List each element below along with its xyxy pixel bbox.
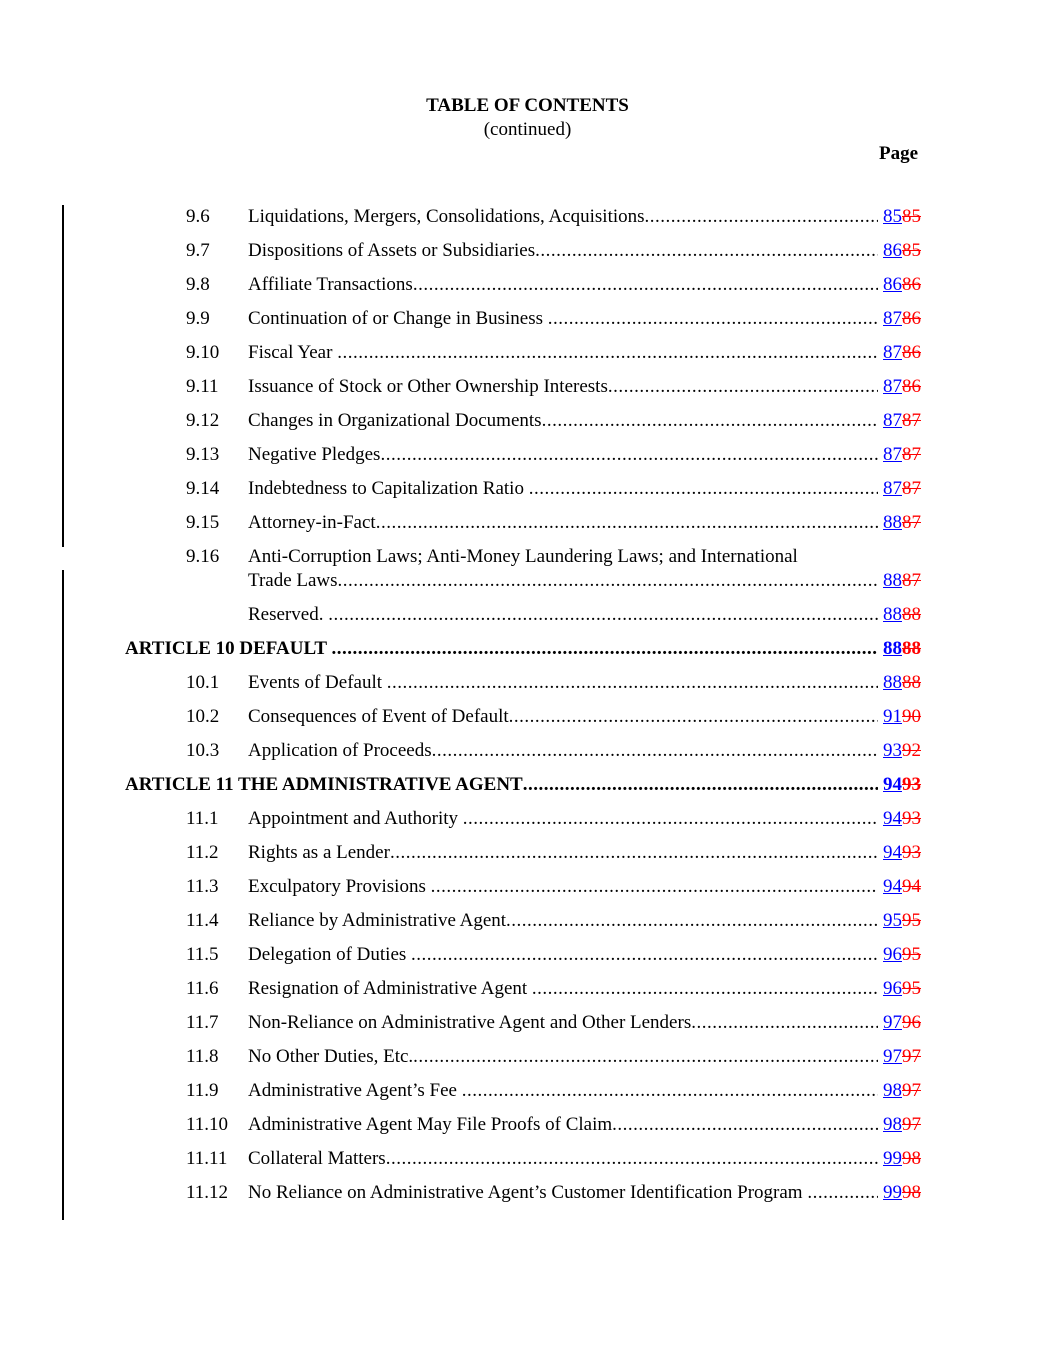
section-title: No Reliance on Administrative Agent’s Customer Identification Program ..... <box>248 1181 878 1205</box>
page-reference <box>883 841 921 865</box>
section-number: 9.12 <box>186 410 220 431</box>
deleted-page-number: 93 <box>902 842 921 863</box>
section-number: 9.9 <box>186 308 210 329</box>
deleted-page-number: 92 <box>902 740 921 761</box>
section-title: Application of Proceeds ..... <box>248 739 878 763</box>
deleted-page-number: 87 <box>902 444 921 465</box>
deleted-page-number: 87 <box>902 478 921 499</box>
toc-entry-row <box>0 273 1055 297</box>
section-title: Non-Reliance on Administrative Agent and Other Lenders ..... <box>248 1011 878 1035</box>
toc-entry-row <box>0 205 1055 229</box>
page-reference <box>883 273 921 297</box>
new-page-number-link[interactable]: 88 <box>883 570 902 591</box>
new-page-number-link[interactable]: 87 <box>883 308 902 329</box>
new-page-number-link[interactable]: 88 <box>883 672 902 693</box>
new-page-number-link[interactable]: 99 <box>883 1182 902 1203</box>
page-reference <box>883 409 921 433</box>
new-page-number-link[interactable]: 96 <box>883 944 902 965</box>
section-title: Consequences of Event of Default ..... <box>248 705 878 729</box>
section-title-continued: Trade Laws ..... <box>248 569 878 593</box>
section-number: 10.2 <box>186 706 220 727</box>
page-reference <box>883 637 921 661</box>
page-reference <box>883 1113 921 1137</box>
page-reference <box>883 511 921 535</box>
new-page-number-link[interactable]: 87 <box>883 376 902 397</box>
new-page-number-link[interactable]: 94 <box>883 774 902 795</box>
page-column-label: Page <box>879 143 919 164</box>
deleted-page-number: 87 <box>902 512 921 533</box>
page-reference <box>883 977 921 1001</box>
new-page-number-link[interactable]: 87 <box>883 478 902 499</box>
deleted-page-number: 97 <box>902 1080 921 1101</box>
page-reference <box>883 705 921 729</box>
section-number: 9.10 <box>186 342 220 363</box>
section-title: Delegation of Duties ..... <box>248 943 878 967</box>
section-title: Dispositions of Assets or Subsidiaries ..... <box>248 239 878 263</box>
deleted-page-number: 93 <box>902 808 921 829</box>
new-page-number-link[interactable]: 97 <box>883 1012 902 1033</box>
page-reference <box>883 909 921 933</box>
deleted-page-number: 93 <box>902 774 921 795</box>
page-reference <box>883 1147 921 1171</box>
section-number: 9.8 <box>186 274 210 295</box>
section-number: 9.14 <box>186 478 220 499</box>
toc-entry-row <box>0 603 1055 627</box>
page-reference <box>883 1011 921 1035</box>
section-number: 11.3 <box>186 876 219 897</box>
section-number: 11.9 <box>186 1080 219 1101</box>
page-reference <box>883 443 921 467</box>
new-page-number-link[interactable]: 86 <box>883 240 902 261</box>
page-reference <box>883 341 921 365</box>
deleted-page-number: 87 <box>902 570 921 591</box>
section-number: 11.4 <box>186 910 219 931</box>
section-title: Resignation of Administrative Agent ..... <box>248 977 878 1001</box>
toc-entry-row <box>0 375 1055 399</box>
article-title: ARTICLE 10 DEFAULT ..... <box>125 637 878 661</box>
deleted-page-number: 98 <box>902 1148 921 1169</box>
page-reference <box>883 1079 921 1103</box>
page-reference <box>883 603 921 627</box>
section-title: Attorney-in-Fact ..... <box>248 511 878 535</box>
toc-entry-row <box>0 1011 1055 1035</box>
deleted-page-number: 86 <box>902 376 921 397</box>
section-number: 11.6 <box>186 978 219 999</box>
section-number: 9.13 <box>186 444 220 465</box>
deleted-page-number: 86 <box>902 308 921 329</box>
new-page-number-link[interactable]: 95 <box>883 910 902 931</box>
toc-entry-row <box>0 409 1055 433</box>
deleted-page-number: 86 <box>902 274 921 295</box>
deleted-page-number: 97 <box>902 1114 921 1135</box>
page-reference <box>883 739 921 763</box>
page-reference <box>883 875 921 899</box>
toc-article-row <box>0 637 1055 661</box>
section-number: 9.6 <box>186 206 210 227</box>
page-reference <box>883 671 921 695</box>
page-reference <box>883 1045 921 1069</box>
page-reference <box>883 239 921 263</box>
section-number: 11.8 <box>186 1046 219 1067</box>
new-page-number-link[interactable]: 88 <box>883 512 902 533</box>
section-title: Administrative Agent May File Proofs of Claim ..... <box>248 1113 878 1137</box>
deleted-page-number: 94 <box>902 876 921 897</box>
toc-title: TABLE OF CONTENTS <box>426 95 629 116</box>
page-reference <box>883 943 921 967</box>
new-page-number-link[interactable]: 86 <box>883 274 902 295</box>
section-title: Appointment and Authority ..... <box>248 807 878 831</box>
toc-entry-row <box>0 977 1055 1001</box>
page-reference <box>883 477 921 501</box>
deleted-page-number: 90 <box>902 706 921 727</box>
toc-entry-row <box>0 807 1055 831</box>
toc-entry-row <box>0 545 1055 591</box>
section-title: Rights as a Lender ..... <box>248 841 878 865</box>
toc-entry-row <box>0 1045 1055 1069</box>
new-page-number-link[interactable]: 87 <box>883 410 902 431</box>
section-number: 11.12 <box>186 1182 229 1203</box>
new-page-number-link[interactable]: 88 <box>883 638 902 659</box>
deleted-page-number: 97 <box>902 1046 921 1067</box>
new-page-number-link[interactable]: 97 <box>883 1046 902 1067</box>
section-title: Reliance by Administrative Agent ..... <box>248 909 878 933</box>
toc-article-row <box>0 773 1055 797</box>
new-page-number-link[interactable]: 98 <box>883 1080 902 1101</box>
deleted-page-number: 95 <box>902 910 921 931</box>
page-reference <box>883 307 921 331</box>
new-page-number-link[interactable]: 91 <box>883 706 902 727</box>
section-number: 11.1 <box>186 808 219 829</box>
page-reference <box>883 375 921 399</box>
toc-entry-row <box>0 705 1055 729</box>
section-title: Liquidations, Mergers, Consolidations, Acquisitions ..... <box>248 205 878 229</box>
deleted-page-number: 85 <box>902 240 921 261</box>
new-page-number-link[interactable]: 85 <box>883 206 902 227</box>
toc-entry-row <box>0 239 1055 263</box>
toc-entry-row <box>0 943 1055 967</box>
page-reference <box>883 205 921 229</box>
section-title: Anti-Corruption Laws; Anti-Money Laundering Laws; and International <box>248 546 798 567</box>
new-page-number-link[interactable]: 98 <box>883 1114 902 1135</box>
new-page-number-link[interactable]: 87 <box>883 444 902 465</box>
section-title: Exculpatory Provisions ..... <box>248 875 878 899</box>
toc-entry-row <box>0 1079 1055 1103</box>
toc-entry-row <box>0 341 1055 365</box>
section-title: Negative Pledges ..... <box>248 443 878 467</box>
new-page-number-link[interactable]: 93 <box>883 740 902 761</box>
toc-entry-row <box>0 841 1055 865</box>
new-page-number-link[interactable]: 94 <box>883 842 902 863</box>
toc-entry-row <box>0 1147 1055 1171</box>
page-reference <box>883 807 921 831</box>
deleted-page-number: 88 <box>902 672 921 693</box>
deleted-page-number: 87 <box>902 410 921 431</box>
toc-entry-row <box>0 875 1055 899</box>
deleted-page-number: 95 <box>902 978 921 999</box>
page-reference <box>883 773 921 797</box>
new-page-number-link[interactable]: 88 <box>883 604 902 625</box>
toc-entry-row <box>0 477 1055 501</box>
section-number: 11.7 <box>186 1012 219 1033</box>
article-title: ARTICLE 11 THE ADMINISTRATIVE AGENT ..... <box>125 773 878 797</box>
toc-entry-row <box>0 511 1055 535</box>
deleted-page-number: 88 <box>902 604 921 625</box>
new-page-number-link[interactable]: 87 <box>883 342 902 363</box>
section-number: 11.5 <box>186 944 219 965</box>
deleted-page-number: 98 <box>902 1182 921 1203</box>
deleted-page-number: 95 <box>902 944 921 965</box>
section-number: 10.3 <box>186 740 220 761</box>
section-number: 11.10 <box>186 1114 229 1135</box>
deleted-page-number: 96 <box>902 1012 921 1033</box>
section-title: Affiliate Transactions ..... <box>248 273 878 297</box>
page-reference <box>883 569 921 593</box>
page-reference <box>883 1181 921 1205</box>
section-title: Fiscal Year ..... <box>248 341 878 365</box>
toc-entry-row <box>0 671 1055 695</box>
new-page-number-link[interactable]: 99 <box>883 1148 902 1169</box>
toc-entry-row <box>0 307 1055 331</box>
section-title: Issuance of Stock or Other Ownership Interests ..... <box>248 375 878 399</box>
deleted-page-number: 85 <box>902 206 921 227</box>
deleted-page-number: 86 <box>902 342 921 363</box>
new-page-number-link[interactable]: 94 <box>883 808 902 829</box>
new-page-number-link[interactable]: 94 <box>883 876 902 897</box>
toc-entry-row <box>0 909 1055 933</box>
toc-entry-row <box>0 443 1055 467</box>
section-number: 9.7 <box>186 240 210 261</box>
toc-entry-row <box>0 739 1055 763</box>
new-page-number-link[interactable]: 96 <box>883 978 902 999</box>
section-number: 9.15 <box>186 512 220 533</box>
section-title: Events of Default ..... <box>248 671 878 695</box>
section-number: 11.2 <box>186 842 219 863</box>
section-number: 9.11 <box>186 376 219 397</box>
section-number: 11.11 <box>186 1148 228 1169</box>
section-title: No Other Duties, Etc. ..... <box>248 1045 878 1069</box>
toc-entry-row <box>0 1181 1055 1205</box>
section-number: 9.16 <box>186 546 220 567</box>
section-title: Administrative Agent’s Fee ..... <box>248 1079 878 1103</box>
section-title: Changes in Organizational Documents ..... <box>248 409 878 433</box>
toc-entry-row <box>0 1113 1055 1137</box>
section-title: Reserved. ..... <box>248 603 878 627</box>
section-title: Continuation of or Change in Business ..... <box>248 307 878 331</box>
deleted-page-number: 88 <box>902 638 921 659</box>
section-title: Collateral Matters ..... <box>248 1147 878 1171</box>
toc-subtitle: (continued) <box>483 119 572 140</box>
section-number: 10.1 <box>186 672 220 693</box>
section-title: Indebtedness to Capitalization Ratio ..... <box>248 477 878 501</box>
